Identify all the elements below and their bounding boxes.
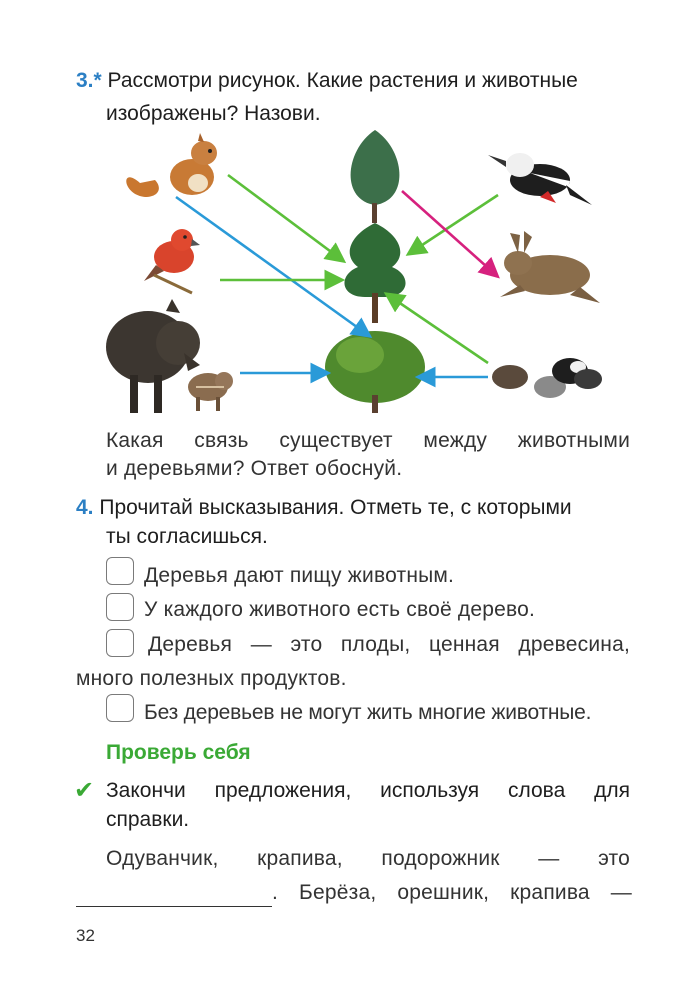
mice-picture (492, 358, 602, 398)
statement-2-checkbox[interactable] (106, 593, 134, 621)
arrow-squirrel-to-oak (176, 197, 368, 335)
statement-1-checkbox[interactable] (106, 557, 134, 585)
page-number: 32 (76, 926, 95, 945)
piglet-picture (188, 372, 233, 411)
check-mark-icon: ✔ (74, 777, 95, 804)
spruce-tree-picture (351, 130, 400, 223)
answer-blank[interactable] (76, 884, 272, 907)
task3-question-line1: Какая связь существует между животными (106, 429, 630, 452)
pine-tree-picture (344, 223, 405, 323)
food-chain-illustration (100, 125, 620, 425)
task4-number: 4. (76, 496, 94, 519)
statement-3-checkbox[interactable] (106, 629, 134, 657)
boar-picture (106, 299, 200, 413)
woodpecker-picture (488, 153, 592, 205)
self-check-line4 (76, 878, 632, 907)
hare-picture (500, 231, 600, 303)
self-check-heading: Проверь себя (106, 741, 251, 764)
task3-text-line2: изображены? Назови. (106, 102, 321, 125)
statement-4-text: Без деревьев не могут жить многие животные. (144, 701, 592, 724)
task4-text-line1: Прочитай высказывания. Отметь те, с которыми (99, 496, 572, 519)
task4-line1 (76, 493, 572, 522)
statement-4-checkbox[interactable] (106, 694, 134, 722)
arrow-spruce-to-hare (402, 191, 496, 275)
task3-number: 3.* (76, 69, 102, 92)
arrow-woodpecker-to-pine (410, 195, 498, 253)
task3-line1 (76, 66, 578, 95)
self-check-line1: Закончи предложения, используя слова для (106, 779, 630, 802)
statement-1-text: Деревья дают пищу животным. (144, 564, 455, 587)
self-check-line3: Одуванчик, крапива, подорожник — это (106, 847, 630, 870)
statement-3-continuation: много полезных продуктов. (76, 667, 347, 690)
statement-2-text: У каждого животного есть своё дерево. (144, 598, 536, 621)
task3-text-line1: Рассмотри рисунок. Какие растения и животные (107, 69, 578, 92)
deciduous-tree-picture (325, 331, 425, 413)
statement-3-text: Деревья — это плоды, ценная древесина, (148, 633, 630, 656)
self-check-line2: справки. (106, 808, 190, 831)
task3-question-line2: и деревьями? Ответ обоснуй. (106, 457, 403, 480)
task4-text-line2: ты согласишься. (106, 525, 268, 548)
squirrel-picture (126, 133, 217, 197)
self-check-line4-text: . Берёза, орешник, крапива — (272, 881, 632, 904)
crossbill-picture (144, 229, 200, 293)
